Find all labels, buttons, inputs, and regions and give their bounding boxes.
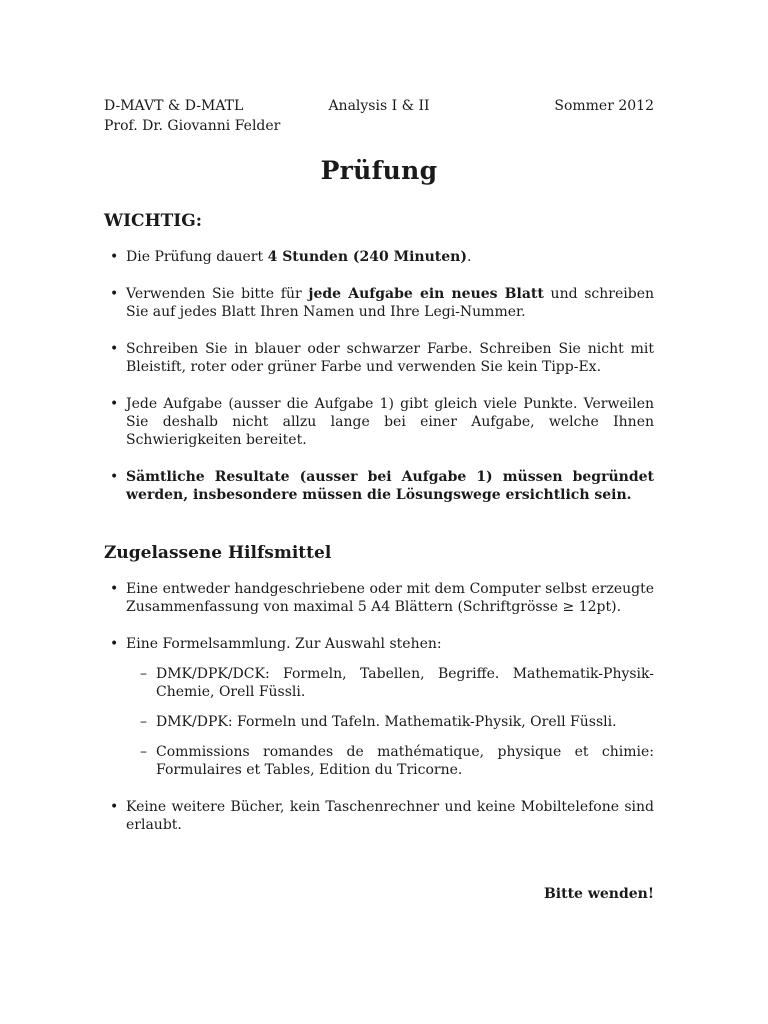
item-text: Keine weitere Bücher, kein Taschenrechner und keine Mobiltelefone sind erlaubt. bbox=[126, 799, 654, 833]
list-item bbox=[104, 395, 654, 449]
bullet-icon: • bbox=[110, 469, 119, 485]
sub-list-item bbox=[126, 665, 654, 701]
item-text: Die Prüfung dauert bbox=[126, 249, 268, 265]
item-text: Eine entweder handgeschriebene oder mit dem Computer selbst erzeugte Zusammenfassung von maximal 5 A4 Blättern (Schriftgrösse ≥ 12pt). bbox=[126, 581, 654, 615]
sub-list-item bbox=[126, 743, 654, 779]
item-text: Jede Aufgabe (ausser die Aufgabe 1) gibt gleich viele Punkte. Verweilen Sie deshalb nicht allzu lange bei einer Aufgabe, welche Ihnen Schwierigkeiten bereitet. bbox=[126, 396, 654, 448]
hilfsmittel-list bbox=[104, 580, 654, 834]
turn-page-note: Bitte wenden! bbox=[543, 886, 654, 902]
exam-page bbox=[104, 96, 654, 834]
bullet-icon: • bbox=[110, 396, 119, 412]
dash-icon: – bbox=[140, 666, 147, 682]
bullet-icon: • bbox=[110, 581, 119, 597]
dash-icon: – bbox=[140, 744, 147, 760]
list-item bbox=[104, 580, 654, 616]
bullet-icon: • bbox=[110, 341, 119, 357]
sub-item-text: Commissions romandes de mathématique, physique et chimie: Formulaires et Tables, Edition du Tricorne. bbox=[156, 744, 654, 778]
list-item bbox=[104, 468, 654, 504]
course-label: Analysis I & II bbox=[328, 98, 430, 114]
professor-label: Prof. Dr. Giovanni Felder bbox=[104, 118, 281, 134]
item-text: Verwenden Sie bitte für bbox=[126, 286, 309, 302]
list-item bbox=[104, 635, 654, 779]
item-text-bold: jede Aufgabe ein neues Blatt bbox=[308, 286, 544, 302]
list-item bbox=[104, 798, 654, 834]
item-text: . bbox=[466, 249, 472, 265]
formula-collection-list bbox=[126, 665, 654, 779]
list-item bbox=[104, 248, 654, 266]
department-label: D-MAVT & D-MATL bbox=[104, 98, 244, 114]
list-item bbox=[104, 285, 654, 321]
item-text: Schreiben Sie in blauer oder schwarzer Farbe. Schreiben Sie nicht mit Bleistift, roter oder grüner Farbe und verwenden Sie kein Tipp-Ex. bbox=[126, 341, 654, 375]
page-title: Prüfung bbox=[320, 156, 438, 185]
item-text-bold: Sämtliche Resultate (ausser bei Aufgabe 1) müssen begründet werden, insbesondere müssen die Lösungswege ersichtlich sein. bbox=[126, 469, 654, 503]
list-item bbox=[104, 340, 654, 376]
header-row bbox=[104, 96, 654, 116]
sub-list-item bbox=[126, 713, 654, 731]
wichtig-list bbox=[104, 248, 654, 504]
bullet-icon: • bbox=[110, 799, 119, 815]
dash-icon: – bbox=[140, 714, 147, 730]
sub-item-text: DMK/DPK: Formeln und Tafeln. Mathematik-Physik, Orell Füssli. bbox=[156, 714, 617, 730]
item-text: und schreiben Sie auf jedes Blatt Ihren Namen und Ihre Legi-Nummer. bbox=[126, 286, 655, 320]
item-text-bold: 4 Stunden (240 Minuten) bbox=[267, 249, 467, 265]
bullet-icon: • bbox=[110, 286, 119, 302]
semester-label: Sommer 2012 bbox=[554, 98, 654, 114]
section-heading-wichtig: WICHTIG: bbox=[104, 211, 203, 231]
bullet-icon: • bbox=[110, 249, 119, 265]
section-heading-hilfsmittel: Zugelassene Hilfsmittel bbox=[104, 543, 332, 563]
item-text: Eine Formelsammlung. Zur Auswahl stehen: bbox=[126, 636, 442, 652]
sub-item-text: DMK/DPK/DCK: Formeln, Tabellen, Begriffe. Mathematik-Physik-Chemie, Orell Füssli. bbox=[156, 666, 654, 700]
bullet-icon: • bbox=[110, 636, 119, 652]
